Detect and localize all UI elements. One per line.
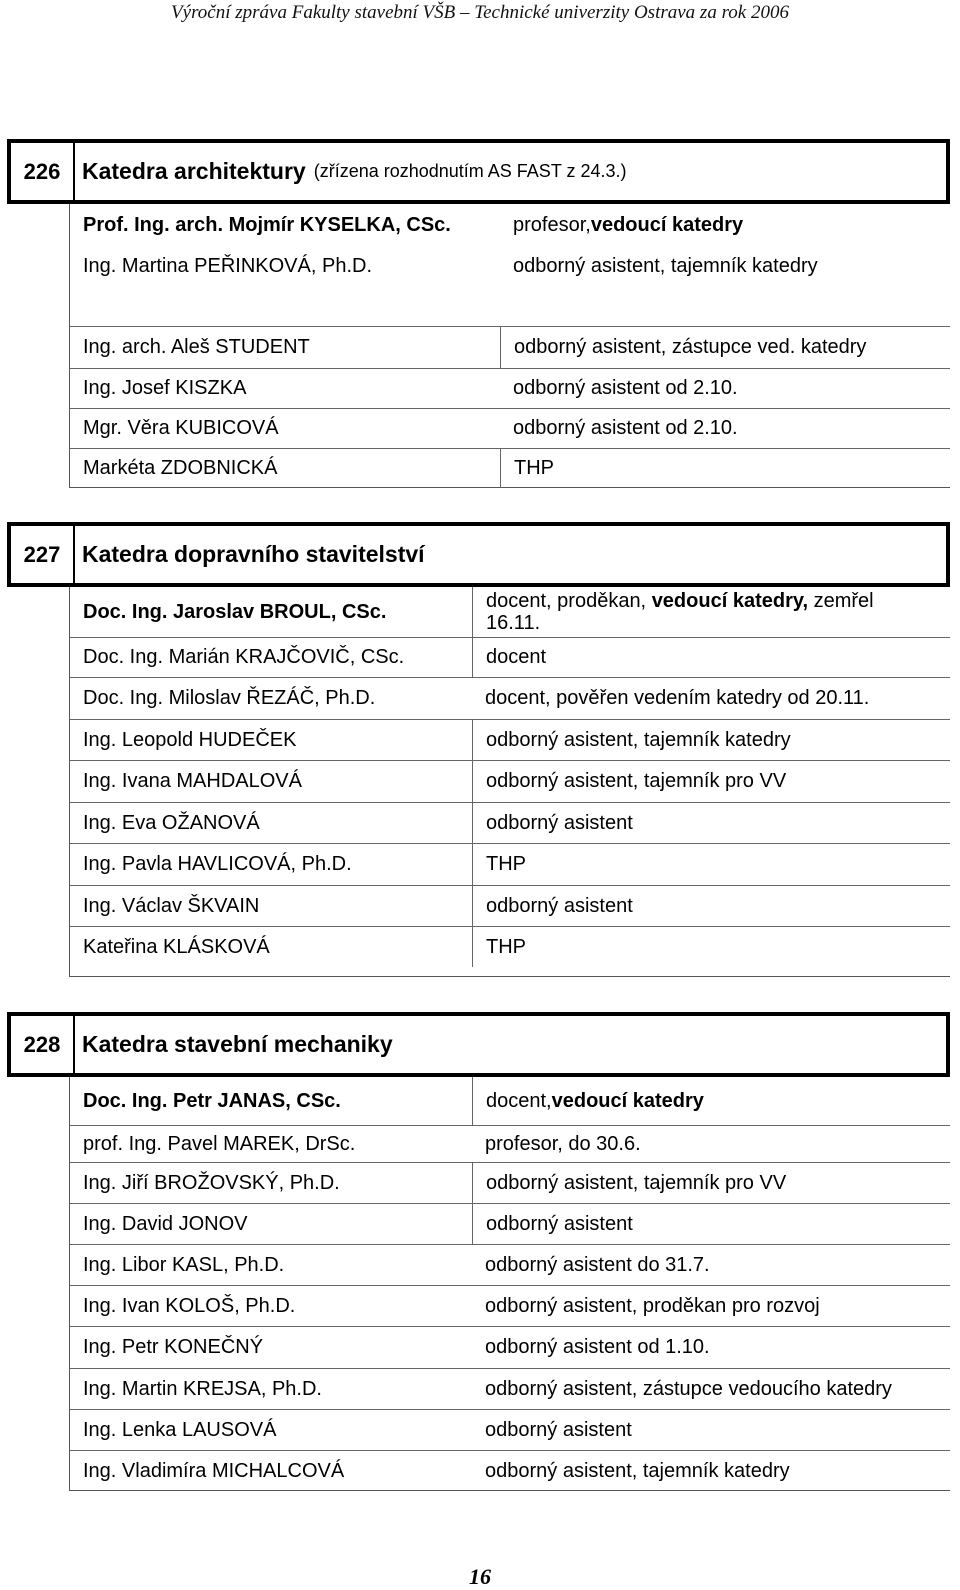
staff-role: odborný asistent, proděkan pro rozvoj bbox=[485, 1294, 820, 1317]
staff-role: profesor, vedoucí katedry bbox=[513, 213, 744, 236]
staff-row bbox=[70, 760, 950, 802]
staff-name: Ing. Petr KONEČNÝ bbox=[83, 1336, 264, 1358]
staff-row bbox=[70, 677, 950, 719]
staff-role: odborný asistent do 31.7. bbox=[485, 1253, 710, 1276]
staff-name: Doc. Ing. Jaroslav BROUL, CSc. bbox=[83, 600, 387, 623]
department-title-wrap bbox=[82, 143, 627, 200]
staff-row bbox=[70, 1326, 950, 1368]
department-header bbox=[7, 139, 950, 204]
staff-role: odborný asistent od 1.10. bbox=[485, 1336, 710, 1358]
staff-row bbox=[70, 368, 950, 408]
staff-row bbox=[70, 408, 950, 448]
staff-name: Mgr. Věra KUBICOVÁ bbox=[83, 417, 279, 439]
staff-row bbox=[70, 204, 950, 246]
staff-name: Doc. Ing. Petr JANAS, CSc. bbox=[83, 1089, 341, 1112]
staff-row bbox=[70, 885, 950, 926]
staff-row bbox=[70, 1203, 950, 1244]
staff-name: Ing. Martin KREJSA, Ph.D. bbox=[83, 1377, 322, 1400]
department-title: Katedra stavební mechaniky bbox=[82, 1031, 393, 1057]
staff-name: Ing. Ivan KOLOŠ, Ph.D. bbox=[83, 1294, 296, 1317]
staff-name: prof. Ing. Pavel MAREK, DrSc. bbox=[83, 1132, 356, 1155]
staff-role: THP bbox=[472, 927, 950, 967]
staff-table bbox=[69, 204, 950, 488]
department-title: Katedra architektury bbox=[82, 158, 306, 184]
staff-name: Markéta ZDOBNICKÁ bbox=[83, 457, 278, 479]
staff-role: odborný asistent bbox=[472, 886, 950, 926]
running-header: Výroční zpráva Fakulty stavební VŠB – Technické univerzity Ostrava za rok 2006 bbox=[171, 2, 789, 23]
staff-row bbox=[70, 802, 950, 843]
staff-role: docent, vedoucí katedry bbox=[472, 1077, 950, 1125]
staff-row bbox=[70, 926, 950, 967]
department-number: 227 bbox=[11, 526, 75, 583]
staff-name: Ing. Jiří BROŽOVSKÝ, Ph.D. bbox=[83, 1171, 340, 1194]
staff-row bbox=[70, 843, 950, 885]
department-title-wrap bbox=[82, 1016, 393, 1073]
staff-row bbox=[70, 719, 950, 760]
staff-role: odborný asistent, zástupce vedoucího katedry bbox=[485, 1377, 892, 1400]
table-spacer bbox=[70, 286, 950, 326]
page-number: 16 bbox=[469, 1564, 491, 1589]
staff-role: odborný asistent od 2.10. bbox=[513, 377, 738, 399]
staff-name: Kateřina KLÁSKOVÁ bbox=[83, 935, 270, 958]
department-title-wrap bbox=[82, 526, 425, 583]
staff-role: docent, proděkan, vedoucí katedry, zemřel 16.11. bbox=[472, 587, 950, 637]
staff-name: Doc. Ing. Marián KRAJČOVIČ, CSc. bbox=[83, 646, 405, 668]
staff-row bbox=[70, 1450, 950, 1491]
staff-role: THP bbox=[500, 449, 950, 488]
staff-name: Ing. Martina PEŘINKOVÁ, Ph.D. bbox=[83, 254, 372, 277]
staff-row bbox=[70, 448, 950, 488]
staff-role: THP bbox=[472, 844, 950, 885]
staff-role: odborný asistent, tajemník pro VV bbox=[472, 761, 950, 802]
department-note: (zřízena rozhodnutím AS FAST z 24.3.) bbox=[313, 161, 627, 181]
staff-table bbox=[69, 587, 950, 977]
staff-role: odborný asistent, zástupce ved. katedry bbox=[500, 327, 950, 368]
staff-name: Prof. Ing. arch. Mojmír KYSELKA, CSc. bbox=[83, 213, 451, 236]
staff-row bbox=[70, 637, 950, 677]
department-header bbox=[7, 522, 950, 587]
staff-role: docent bbox=[472, 638, 950, 677]
staff-row bbox=[70, 246, 950, 286]
staff-name: Ing. Josef KISZKA bbox=[83, 377, 247, 399]
staff-name: Doc. Ing. Miloslav ŘEZÁČ, Ph.D. bbox=[83, 687, 376, 709]
department-header bbox=[7, 1012, 950, 1077]
staff-role: profesor, do 30.6. bbox=[485, 1132, 641, 1155]
staff-name: Ing. Lenka LAUSOVÁ bbox=[83, 1418, 277, 1441]
staff-name: Ing. David JONOV bbox=[83, 1212, 248, 1235]
staff-name: Ing. Leopold HUDEČEK bbox=[83, 728, 297, 751]
staff-role: odborný asistent od 2.10. bbox=[513, 417, 738, 439]
staff-name: Ing. Ivana MAHDALOVÁ bbox=[83, 770, 302, 792]
staff-row bbox=[70, 1125, 950, 1162]
staff-role: docent, pověřen vedením katedry od 20.11. bbox=[485, 687, 870, 709]
staff-row bbox=[70, 1285, 950, 1326]
staff-row bbox=[70, 1368, 950, 1409]
staff-name: Ing. Pavla HAVLICOVÁ, Ph.D. bbox=[83, 853, 352, 875]
staff-row bbox=[70, 587, 950, 637]
department-title: Katedra dopravního stavitelství bbox=[82, 541, 425, 567]
staff-role: odborný asistent, tajemník katedry bbox=[472, 720, 950, 760]
department-number: 226 bbox=[11, 143, 75, 200]
staff-row bbox=[70, 1244, 950, 1285]
staff-row bbox=[70, 1162, 950, 1203]
staff-role: odborný asistent bbox=[472, 803, 950, 843]
staff-name: Ing. Vladimíra MICHALCOVÁ bbox=[83, 1459, 345, 1482]
staff-role: odborný asistent bbox=[472, 1204, 950, 1244]
staff-role: odborný asistent bbox=[485, 1418, 632, 1441]
staff-name: Ing. Václav ŠKVAIN bbox=[83, 894, 260, 917]
staff-name: Ing. Eva OŽANOVÁ bbox=[83, 811, 260, 834]
staff-name: Ing. Libor KASL, Ph.D. bbox=[83, 1253, 285, 1276]
staff-role: odborný asistent, tajemník pro VV bbox=[472, 1163, 950, 1203]
staff-role: odborný asistent, tajemník katedry bbox=[485, 1459, 790, 1482]
staff-row bbox=[70, 326, 950, 368]
staff-role: odborný asistent, tajemník katedry bbox=[513, 254, 818, 277]
staff-row bbox=[70, 1409, 950, 1450]
staff-table bbox=[69, 1077, 950, 1491]
department-number: 228 bbox=[11, 1016, 75, 1073]
staff-row bbox=[70, 1077, 950, 1125]
staff-name: Ing. arch. Aleš STUDENT bbox=[83, 336, 310, 358]
